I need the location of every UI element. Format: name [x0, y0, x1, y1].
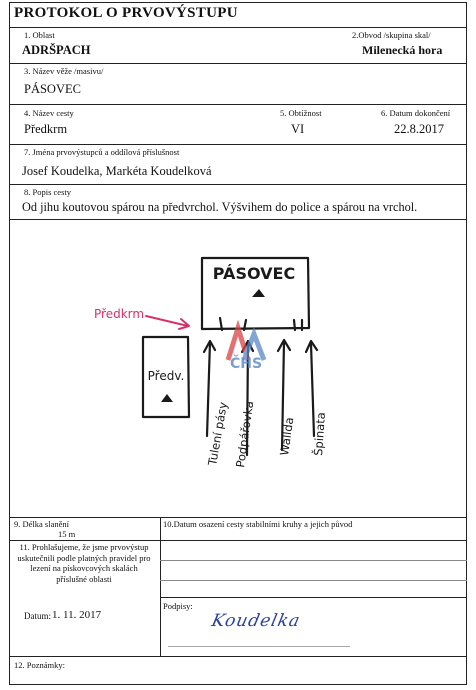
obtiznost-label: 5. Obtížnost [280, 108, 322, 118]
summit-triangle [252, 289, 265, 297]
divider [160, 597, 467, 598]
tower-label: PÁSOVEC [212, 264, 296, 283]
subpeak-label: Předv. [147, 369, 185, 383]
nazev-cesty-value: Předkrm [24, 122, 68, 136]
prvovystupci-value: Josef Koudelka, Markéta Koudelková [22, 164, 212, 178]
divider [160, 540, 161, 656]
delka-slaneni-value: 15 m [58, 529, 76, 539]
signature-line [160, 560, 467, 561]
form-title: PROTOKOL O PRVOVÝSTUPU [14, 5, 238, 21]
divider [9, 184, 467, 185]
poznamky-label: 12. Poznámky: [14, 660, 65, 670]
divider [9, 540, 467, 541]
obvod-value: Milenecká hora [362, 43, 443, 57]
divider [9, 656, 467, 657]
divider [9, 219, 467, 220]
divider [9, 104, 467, 105]
prvovystupci-label: 7. Jména prvovýstupců a oddílová příslušnost [24, 147, 180, 157]
datum-label: Datum: [24, 611, 51, 621]
route-label: Tulení pásy [205, 400, 231, 467]
route-arrow [207, 342, 210, 436]
divider [9, 144, 467, 145]
signature-line [160, 580, 467, 581]
signature: Koudelka [209, 611, 303, 631]
divider [9, 517, 467, 518]
watermark-text: ČHS [229, 356, 263, 372]
datum-value: 1. 11. 2017 [52, 609, 102, 621]
signature-dots: ........................................................................................... [168, 640, 350, 649]
datum-osazeni-label: 10.Datum osazení cesty stabilními kruhy a jejich původ [163, 519, 353, 529]
popis-cesty-value: Od jihu koutovou spárou na předvrchol. Výšvihem do police a spárou na vrchol. [22, 200, 418, 214]
popis-cesty-label: 8. Popis cesty [24, 187, 71, 197]
route-name-label: Předkrm [94, 307, 145, 321]
oblast-value: ADRŠPACH [22, 43, 91, 57]
obvod-label: 2.Obvod /skupina skal/ [352, 30, 431, 40]
divider [9, 63, 467, 64]
nazev-veze-label: 3. Název věže /masivu/ [24, 66, 104, 76]
delka-slaneni-label: 9. Délka slanění [14, 519, 69, 529]
podpisy-label: Podpisy: [163, 601, 193, 611]
datum-dokonceni-label: 6. Datum dokončení [381, 108, 451, 118]
route-sketch [60, 240, 400, 500]
route-name-arrow [146, 316, 188, 326]
divider [9, 27, 467, 28]
nazev-cesty-label: 4. Název cesty [24, 108, 74, 118]
nazev-veze-value: PÁSOVEC [24, 82, 81, 96]
datum-dokonceni-value: 22.8.2017 [394, 122, 444, 136]
crack-mark [294, 320, 295, 330]
oblast-label: 1. Oblast [24, 30, 55, 40]
route-label: Špinata [311, 411, 329, 457]
obtiznost-value: VI [291, 122, 305, 136]
subpeak-triangle [161, 394, 173, 402]
route-label: Podpářovka [233, 400, 257, 469]
divider [160, 517, 161, 540]
prohlaseni-text: 11. Prohlašujeme, že jsme prvovýstup uskutečnili podle platných pravidel pro lezení na pískovcových skalách příslušné oblasti [17, 542, 151, 584]
route-label: Wallda [277, 416, 297, 457]
